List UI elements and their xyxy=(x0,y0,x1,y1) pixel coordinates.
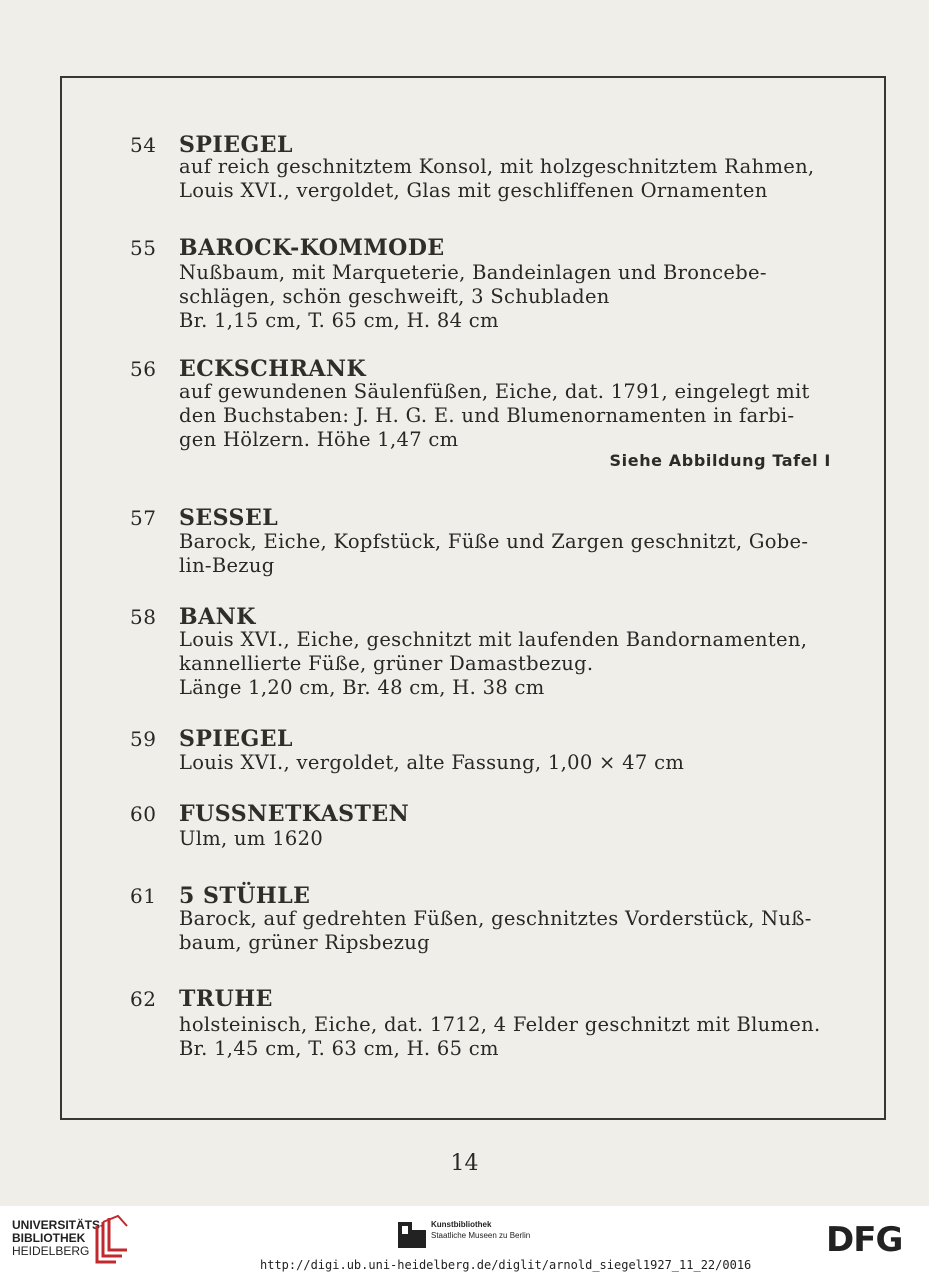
description-line: Louis XVI., Eiche, geschnitzt mit laufenden Bandornamenten, xyxy=(179,628,808,651)
entry-number: 59 xyxy=(130,727,157,751)
page-number: 14 xyxy=(450,1151,479,1176)
kunstbibliothek-line: Kunstbibliothek xyxy=(431,1220,492,1229)
entry-number: 54 xyxy=(130,133,157,157)
description-line: den Buchstaben: J. H. G. E. und Blumenornamenten in farbi- xyxy=(179,404,795,427)
description-line: Louis XVI., vergoldet, alte Fassung, 1,00 × 47 cm xyxy=(179,751,685,774)
entry-number: 57 xyxy=(130,506,157,530)
description-line: auf gewundenen Säulenfüßen, Eiche, dat. 1791, eingelegt mit xyxy=(179,380,810,403)
entry-title: SPIEGEL xyxy=(179,726,294,752)
entry-title: BAROCK-KOMMODE xyxy=(179,235,445,261)
entry-description xyxy=(179,1013,831,1061)
description-line: auf reich geschnitztem Konsol, mit holzgeschnitztem Rahmen, xyxy=(179,155,815,178)
description-line: Barock, Eiche, Kopfstück, Füße und Zargen geschnitzt, Gobe- xyxy=(179,530,809,553)
entry-number: 58 xyxy=(130,605,157,629)
kunstbibliothek-name[interactable] xyxy=(431,1219,530,1241)
university-library-logo-icon[interactable] xyxy=(94,1214,130,1266)
description-line: Br. 1,45 cm, T. 63 cm, H. 65 cm xyxy=(179,1037,499,1060)
entry-description xyxy=(179,261,831,333)
description-line: baum, grüner Ripsbezug xyxy=(179,931,430,954)
entry-title: ECKSCHRANK xyxy=(179,356,367,382)
entry-title: BANK xyxy=(179,604,256,630)
entry-description xyxy=(179,751,831,775)
entry-title: TRUHE xyxy=(179,986,273,1012)
library-name-line: HEIDELBERG xyxy=(12,1244,90,1258)
entry-title: SESSEL xyxy=(179,505,279,531)
description-line: gen Hölzern. Höhe 1,47 cm xyxy=(179,428,459,451)
page-border-frame xyxy=(60,76,886,1120)
entry-description xyxy=(179,907,831,955)
entry-description xyxy=(179,155,831,203)
description-line: Ulm, um 1620 xyxy=(179,827,324,850)
entry-title: SPIEGEL xyxy=(179,132,294,158)
kunstbibliothek-line: Staatliche Museen zu Berlin xyxy=(431,1231,531,1240)
university-library-name[interactable] xyxy=(12,1219,104,1258)
entry-title: FUSSNETKASTEN xyxy=(179,801,410,827)
entry-description xyxy=(179,827,831,851)
digitization-footer xyxy=(0,1206,929,1273)
dfg-logo[interactable]: DFG xyxy=(826,1220,903,1260)
entry-number: 60 xyxy=(130,802,157,826)
description-line: Barock, auf gedrehten Füßen, geschnitztes Vorderstück, Nuß- xyxy=(179,907,812,930)
description-line: lin-Bezug xyxy=(179,554,275,577)
permalink-url[interactable]: http://digi.ub.uni-heidelberg.de/diglit/arnold_siegel1927_11_22/0016 xyxy=(260,1258,752,1272)
entry-number: 61 xyxy=(130,884,157,908)
library-name-line: UNIVERSITÄTS- xyxy=(12,1218,105,1232)
description-line: kannellierte Füße, grüner Damastbezug. xyxy=(179,652,594,675)
library-name-line: BIBLIOTHEK xyxy=(12,1231,86,1245)
description-line: Br. 1,15 cm, T. 65 cm, H. 84 cm xyxy=(179,309,499,332)
description-line: Nußbaum, mit Marqueterie, Bandeinlagen und Broncebe- xyxy=(179,261,767,284)
entry-number: 55 xyxy=(130,236,157,260)
entry-description xyxy=(179,628,831,700)
description-line: holsteinisch, Eiche, dat. 1712, 4 Felder geschnitzt mit Blumen. xyxy=(179,1013,821,1036)
description-line: Louis XVI., vergoldet, Glas mit geschliffenen Ornamenten xyxy=(179,179,768,202)
description-line: Länge 1,20 cm, Br. 48 cm, H. 38 cm xyxy=(179,676,545,699)
kunstbibliothek-logo-icon[interactable] xyxy=(398,1220,426,1250)
entry-number: 56 xyxy=(130,357,157,381)
entry-number: 62 xyxy=(130,987,157,1011)
entry-title: 5 STÜHLE xyxy=(179,883,311,909)
description-line: schlägen, schön geschweift, 3 Schubladen xyxy=(179,285,610,308)
entry-description xyxy=(179,380,831,452)
illustration-reference: Siehe Abbildung Tafel I xyxy=(609,451,831,470)
entry-description xyxy=(179,530,831,578)
